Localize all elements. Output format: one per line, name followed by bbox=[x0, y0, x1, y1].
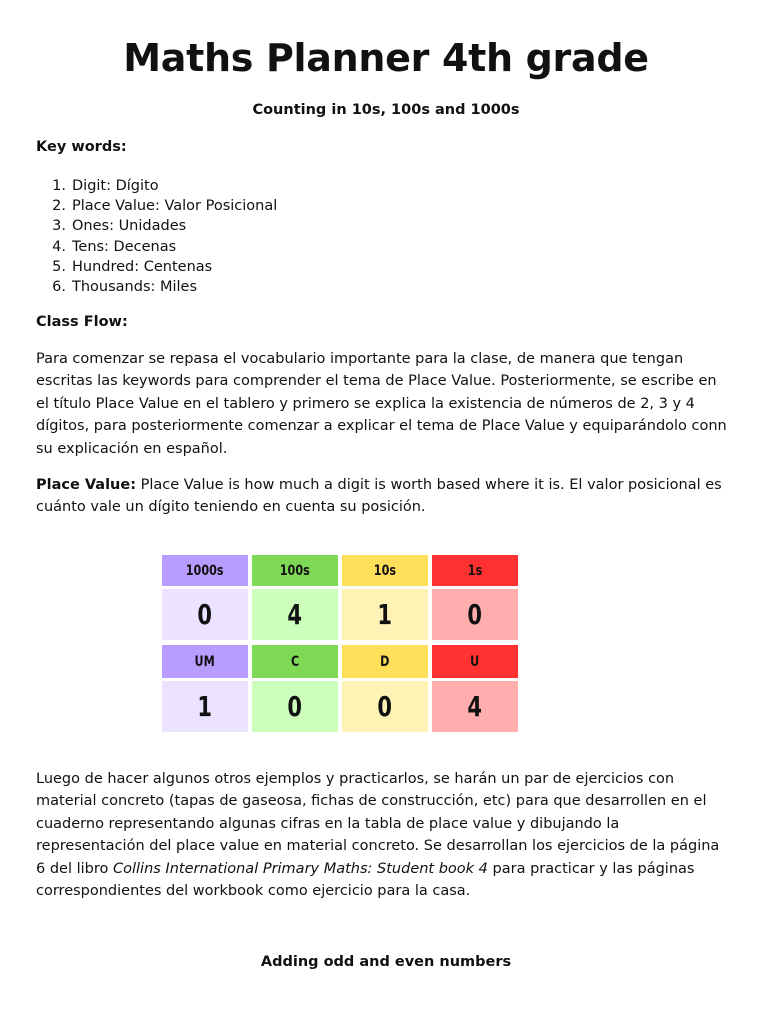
table-header-cell: 1000s bbox=[162, 555, 248, 586]
next-section-title: Adding odd and even numbers bbox=[260, 954, 512, 970]
table-value-cell: 4 bbox=[432, 681, 518, 732]
table-header-cell: 100s bbox=[252, 555, 338, 586]
list-item: 2. Place Value: Valor Posicional bbox=[52, 198, 278, 215]
table-header-cell: D bbox=[342, 645, 428, 678]
section-subtitle: Counting in 10s, 100s and 1000s bbox=[252, 102, 520, 118]
table-value-cell: 0 bbox=[162, 589, 248, 640]
list-item: 5. Hundred: Centenas bbox=[52, 258, 213, 275]
table-value-cell: 0 bbox=[342, 681, 428, 732]
place-value-paragraph bbox=[36, 474, 732, 519]
table-header-cell: 10s bbox=[342, 555, 428, 586]
table-value-cell: 1 bbox=[162, 681, 248, 732]
list-item: 4. Tens: Decenas bbox=[52, 238, 177, 255]
table-value-cell: 0 bbox=[432, 589, 518, 640]
place-value-definition: Place Value is how much a digit is worth based where it is. El valor posicional es cuánto vale un dígito teniendo en cuenta su posición. bbox=[36, 477, 722, 516]
table-value-cell: 1 bbox=[342, 589, 428, 640]
key-words-label: Key words: bbox=[36, 139, 127, 155]
place-value-label: Place Value: bbox=[36, 477, 136, 493]
table-header-cell: 1s bbox=[432, 555, 518, 586]
table-header-cell: UM bbox=[162, 645, 248, 678]
list-item: 3. Ones: Unidades bbox=[52, 218, 187, 235]
place-value-table bbox=[162, 555, 518, 732]
page-title: Maths Planner 4th grade bbox=[123, 36, 649, 80]
table-value-cell: 4 bbox=[252, 589, 338, 640]
closing-paragraph: Luego de hacer algunos otros ejemplos y practicarlos, se harán un par de ejercicios con material concreto (tapas de gaseosa, fichas de construcción, etc) para que desarrollen en el cuaderno representando algunas cifras en la tabla de place value y dibujando la representación del place value en material concreto. Se desarrollan los ejercicios de la página 6 del libro Collins International Primary Maths: Student book 4 para practicar y las páginas correspondientes del workbook como ejercicio para la casa. bbox=[36, 771, 720, 900]
class-flow-label: Class Flow: bbox=[36, 314, 128, 330]
table-header-cell: C bbox=[252, 645, 338, 678]
table-header-cell: U bbox=[432, 645, 518, 678]
table-value-cell: 0 bbox=[252, 681, 338, 732]
key-words-list bbox=[36, 176, 277, 297]
book-title: Collins International Primary Maths: Student book 4 bbox=[112, 860, 488, 877]
list-item: 1. Digit: Dígito bbox=[52, 178, 159, 194]
list-item: 6. Thousands: Miles bbox=[52, 278, 198, 295]
class-flow-paragraph: Para comenzar se repasa el vocabulario importante para la clase, de manera que tengan escritas las keywords para comprender el tema de Place Value. Posteriormente, se escribe en el título Place Value en el tablero y primero se explica la existencia de números de 2, 3 y 4 dígitos, para posteriormente comenzar a explicar el tema de Place Value y equiparándolo conn su explicación en español. bbox=[36, 351, 727, 457]
